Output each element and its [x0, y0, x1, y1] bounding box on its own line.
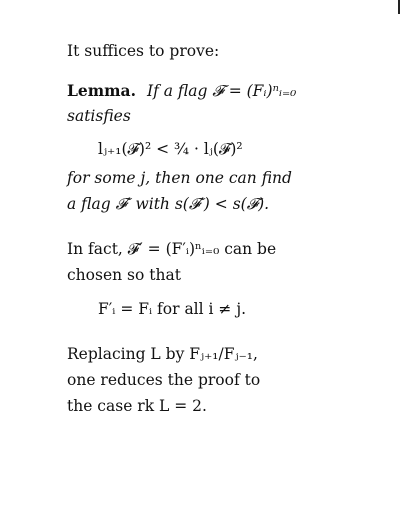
lemma-line: [67, 83, 296, 100]
case-line: the case rk L = 2.: [67, 397, 207, 415]
lemma-inequality: lⱼ₊₁(𝓕)² < ¾ · lⱼ(𝓕)²: [98, 140, 243, 158]
reduces-line: one reduces the proof to: [67, 371, 261, 389]
lemma-line-for-some-j: for some j, then one can find: [67, 169, 292, 187]
chosen-line: chosen so that: [67, 266, 181, 284]
in-fact-line: In fact, 𝓕′ = (F′ᵢ)ⁿᵢ₌₀ can be: [67, 240, 277, 258]
equality-display: F′ᵢ = Fᵢ for all i ≠ j.: [98, 300, 247, 318]
lemma-line-satisfies: satisfies: [67, 107, 131, 125]
lemma-statement-start: If a flag 𝓕 = (Fᵢ)ⁿᵢ₌₀: [146, 82, 297, 100]
lemma-line-conclusion: a flag 𝓕′ with s(𝓕′) < s(𝓕).: [67, 195, 270, 213]
replacing-line: Replacing L by Fⱼ₊₁/Fⱼ₋₁,: [67, 345, 258, 363]
lemma-heading: Lemma.: [67, 81, 137, 100]
intro-line: It suffices to prove:: [67, 42, 220, 60]
